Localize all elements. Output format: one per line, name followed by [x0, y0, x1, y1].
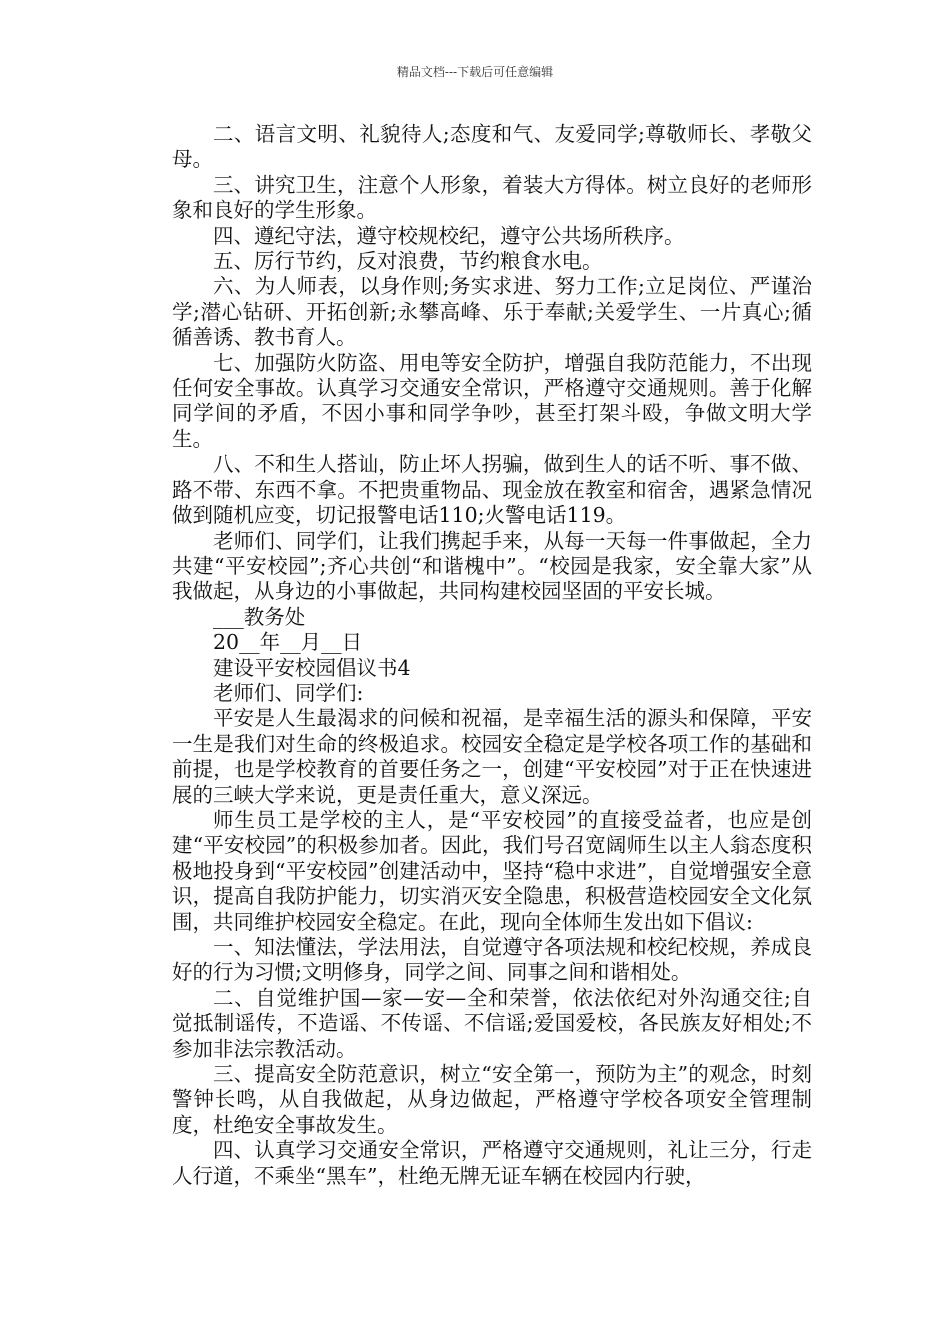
paragraph: 四、遵纪守法，遵守校规校纪，遵守公共场所秩序。 [213, 223, 685, 248]
paragraph: 六、为人师表，以身作则;务实求进、努力工作;立足岗位、严谨治学;潜心钻研、开拓创新;永攀高峰、乐于奉献;关爱学生、一片真心;循循善诱、教书育人。 [172, 274, 812, 350]
signature-office: ___教务处 [213, 604, 306, 629]
paragraph: 老师们、同学们，让我们携起手来，从每一天每一件事做起，全力共建“平安校园”;齐心共创“和谐槐中”。“校园是我家，安全靠大家”从我做起，从身边的小事做起，共同构建校园坚固的平安长城。 [172, 528, 812, 604]
paragraph: 师生员工是学校的主人，是“平安校园”的直接受益者，也应是创建“平安校园”的积极参加者。因此，我们号召宽阔师生以主人翁态度积极地投身到“平安校园”创建活动中，坚持“稳中求进”，自觉增强安全意识，提高自我防护能力，切实消灭安全隐患，积极营造校园安全文化氛围，共同维护校园安全稳定。在此，现向全体师生发出如下倡议: [172, 807, 812, 934]
paragraph: 五、厉行节约，反对浪费，节约粮食水电。 [213, 249, 603, 274]
paragraph: 七、加强防火防盗、用电等安全防护，增强自我防范能力，不出现任何安全事故。认真学习交通安全常识，严格遵守交通规则。善于化解同学间的矛盾，不因小事和同学争吵，甚至打架斗殴，争做文明大学生。 [172, 350, 812, 451]
paragraph: 三、讲究卫生，注意个人形象，着装大方得体。树立良好的老师形象和良好的学生形象。 [172, 172, 812, 223]
section-title: 建设平安校园倡议书4 [213, 655, 411, 680]
paragraph: 三、提高安全防范意识，树立“安全第一，预防为主”的观念，时刻警钟长鸣，从自我做起，从身边做起，严格遵守学校各项安全管理制度，杜绝安全事故发生。 [172, 1062, 812, 1137]
paragraph: 八、不和生人搭讪，防止坏人拐骗，做到生人的话不听、事不做、路不带、东西不拿。不把贵重物品、现金放在教室和宿舍，遇紧急情况做到随机应变，切记报警电话110;火警电话119。 [172, 452, 812, 528]
paragraph: 四、认真学习交通安全常识，严格遵守交通规则，礼让三分，行走人行道，不乘坐“黑车”，杜绝无牌无证车辆在校园内行驶， [172, 1138, 812, 1188]
signature-date: 20__年__月__日 [213, 630, 363, 655]
salutation: 老师们、同学们: [213, 680, 364, 705]
document-body [172, 122, 812, 1189]
paragraph: 二、语言文明、礼貌待人;态度和气、友爱同学;尊敬师长、孝敬父母。 [172, 122, 812, 172]
paragraph: 二、自觉维护国—家—安—全和荣誉，依法依纪对外沟通交往;自觉抵制谣传，不造谣、不传谣、不信谣;爱国爱校，各民族友好相处;不参加非法宗教活动。 [172, 985, 812, 1061]
paragraph: 一、知法懂法，学法用法，自觉遵守各项法规和校纪校规，养成良好的行为习惯;文明修身，同学之间、同事之间和谐相处。 [172, 935, 812, 985]
page-header: 精品文档---下载后可任意编辑 [396, 65, 554, 79]
paragraph: 平安是人生最渴求的问候和祝福，是幸福生活的源头和保障，平安一生是我们对生命的终极追求。校园安全稳定是学校各项工作的基础和前提，也是学校教育的首要任务之一，创建“平安校园”对于正在快速进展的三峡大学来说，更是责任重大，意义深远。 [172, 706, 812, 807]
